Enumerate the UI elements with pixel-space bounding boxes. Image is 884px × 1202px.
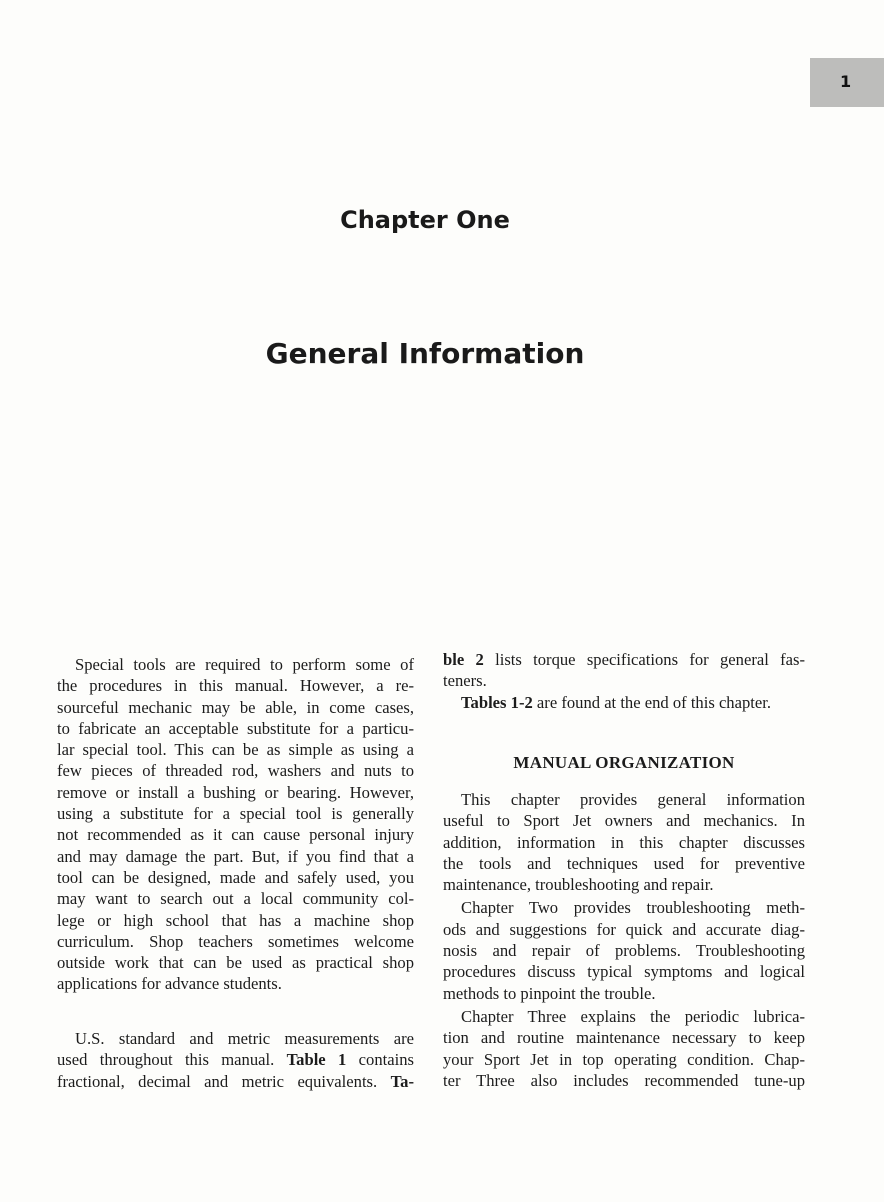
- text-segment: procedures discuss typical symptoms and logical: [443, 962, 805, 982]
- text-line: [57, 803, 414, 824]
- text-segment: lists torque specifications for general fas-: [483, 650, 805, 669]
- text-line: [57, 1049, 414, 1070]
- text-segment: This chapter provides general information: [461, 790, 805, 809]
- text-segment: tion and routine maintenance necessary to keep: [443, 1028, 805, 1048]
- text-segment: useful to Sport Jet owners and mechanics. In: [443, 811, 805, 831]
- text-segment: methods to pinpoint the trouble.: [443, 983, 656, 1003]
- right-column-section: [443, 752, 805, 773]
- text-segment: Chapter Three explains the periodic lubrica-: [461, 1006, 805, 1026]
- text-line: [443, 983, 805, 1004]
- paragraph: [57, 654, 414, 995]
- text-line: [443, 832, 805, 853]
- text-segment: remove or install a bushing or bearing. However,: [57, 782, 414, 802]
- text-line: [57, 782, 414, 803]
- text-line: [443, 1070, 805, 1091]
- text-segment: are found at the end of this chapter.: [532, 692, 772, 712]
- text-segment: lar special tool. This can be as simple as using a: [57, 740, 414, 760]
- text-line: [57, 1028, 414, 1049]
- text-line: [443, 897, 805, 918]
- text-segment: curriculum. Shop teachers sometimes welcome: [57, 931, 414, 951]
- text-line: [443, 1006, 805, 1027]
- text-segment: using a substitute for a special tool is generally: [57, 804, 414, 824]
- text-segment: Chapter Two provides troubleshooting meth-: [461, 898, 805, 918]
- text-line: [57, 973, 414, 994]
- text-line: [57, 697, 414, 718]
- chapter-tab-number: 1: [840, 72, 852, 91]
- text-segment: contains: [346, 1050, 414, 1070]
- bold-reference: Ta-: [390, 1071, 414, 1091]
- text-segment: U.S. standard and metric measurements are: [75, 1029, 414, 1048]
- text-line: [443, 649, 805, 670]
- paragraph: [57, 1028, 414, 1092]
- left-column: [57, 654, 414, 995]
- paragraph: [443, 897, 805, 1003]
- text-segment: outside work that can be used as practical shop: [57, 953, 414, 973]
- text-segment: teners.: [443, 671, 487, 691]
- text-segment: may want to search out a local community col-: [57, 889, 414, 909]
- text-line: [57, 910, 414, 931]
- text-line: [57, 846, 414, 867]
- right-column-body: [443, 789, 805, 1091]
- section-heading: MANUAL ORGANIZATION: [513, 753, 735, 772]
- text-line: [57, 654, 414, 675]
- text-line: [57, 867, 414, 888]
- chapter-title: General Information: [265, 337, 585, 370]
- chapter-tab: [810, 58, 884, 107]
- text-line: [57, 718, 414, 739]
- text-segment: the procedures in this manual. However, a re-: [57, 676, 414, 696]
- text-line: [57, 952, 414, 973]
- text-line: [57, 739, 414, 760]
- right-column: [443, 649, 805, 713]
- text-line: [443, 789, 805, 810]
- paragraph: [443, 789, 805, 895]
- text-line: [443, 919, 805, 940]
- bold-reference: ble 2: [443, 650, 484, 669]
- text-segment: your Sport Jet in top operating condition. Chap-: [443, 1049, 805, 1069]
- text-segment: ter Three also includes recommended tune-up: [443, 1070, 805, 1090]
- text-segment: ods and suggestions for quick and accurate diag-: [443, 919, 805, 939]
- text-segment: and may damage the part. But, if you find that a: [57, 846, 414, 866]
- text-segment: nosis and repair of problems. Troubleshooting: [443, 941, 805, 961]
- text-segment: tool can be designed, made and safely used, you: [57, 867, 414, 887]
- bold-reference: Table 1: [286, 1050, 347, 1070]
- text-line: [443, 810, 805, 831]
- text-line: [57, 931, 414, 952]
- text-line: [57, 1071, 414, 1092]
- text-line: [443, 961, 805, 982]
- text-segment: addition, information in this chapter discusses: [443, 832, 805, 852]
- text-segment: lege or high school that has a machine shop: [57, 910, 414, 930]
- left-column-2: [57, 1028, 414, 1092]
- text-line: [57, 760, 414, 781]
- text-line: [443, 1027, 805, 1048]
- paragraph: [443, 692, 805, 713]
- text-line: [443, 692, 805, 713]
- text-line: [443, 1049, 805, 1070]
- bold-reference: Tables 1-2: [461, 692, 533, 712]
- paragraph: [443, 649, 805, 692]
- text-line: [443, 670, 805, 691]
- text-segment: maintenance, troubleshooting and repair.: [443, 875, 714, 895]
- text-segment: used throughout this manual.: [57, 1050, 287, 1070]
- text-segment: to fabricate an acceptable substitute for a particu-: [57, 718, 414, 738]
- text-segment: fractional, decimal and metric equivalents.: [57, 1071, 391, 1091]
- text-segment: applications for advance students.: [57, 974, 282, 994]
- text-line: [57, 675, 414, 696]
- text-segment: the tools and techniques used for preventive: [443, 853, 805, 873]
- text-line: [443, 874, 805, 895]
- text-segment: Special tools are required to perform some of: [75, 655, 414, 674]
- text-segment: not recommended as it can cause personal injury: [57, 825, 414, 845]
- text-line: [57, 824, 414, 845]
- chapter-label: Chapter One: [340, 206, 510, 234]
- text-line: [57, 888, 414, 909]
- text-line: [443, 853, 805, 874]
- text-segment: sourceful mechanic may be able, in come cases,: [57, 697, 414, 717]
- text-line: [443, 940, 805, 961]
- paragraph: [443, 1006, 805, 1091]
- text-segment: few pieces of threaded rod, washers and nuts to: [57, 761, 414, 781]
